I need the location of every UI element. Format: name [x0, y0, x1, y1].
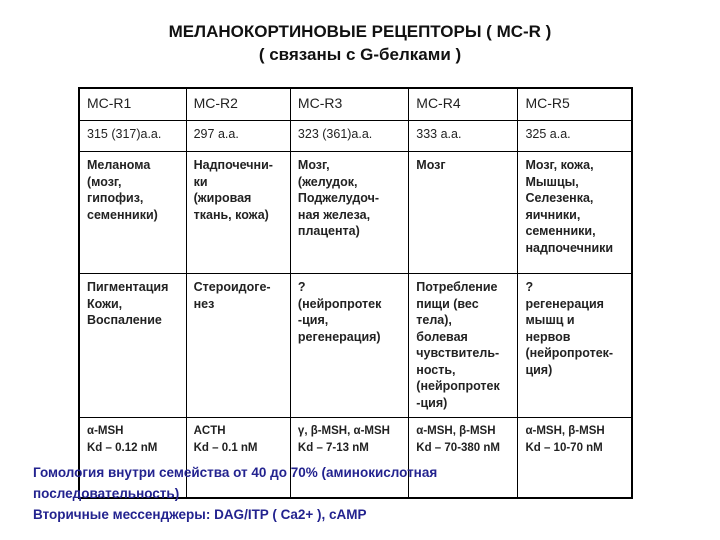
- title-line-2: ( связаны с G-белками ): [258, 45, 462, 64]
- table-cell: 325 a.a.: [518, 121, 632, 152]
- table-cell: Мозг, (желудок, Поджелудоч- ная железа, плацента): [290, 152, 408, 274]
- slide-title: [0, 20, 720, 66]
- table-cell: Меланома (мозг, гипофиз, семенники): [79, 152, 186, 274]
- table-cell: Надпочечни- ки (жировая ткань, кожа): [186, 152, 290, 274]
- footer-line-1: Гомология внутри семейства от 40 до 70% (аминокислотная: [33, 465, 438, 480]
- table-cell: α-MSH Kd – 0.12 nM: [79, 418, 186, 499]
- footer-line-3: Вторичные мессенджеры: DAG/ITP ( Ca2+ ), cAMP: [33, 507, 367, 522]
- table-row-location: [79, 152, 632, 274]
- table-cell: Мозг: [409, 152, 518, 274]
- footer-notes: [33, 462, 437, 525]
- table-row-length: [79, 121, 632, 152]
- footer-line-2: последовательность): [33, 486, 180, 501]
- table-row-function: [79, 274, 632, 418]
- table-cell: Пигментация Кожи, Воспаление: [79, 274, 186, 418]
- table-cell: Потребление пищи (вес тела), болевая чувствитель- ность, (нейропротек -ция): [409, 274, 518, 418]
- header-cell: MC-R2: [186, 88, 290, 121]
- title-line-1: МЕЛАНОКОРТИНОВЫЕ РЕЦЕПТОРЫ ( MC-R ): [168, 22, 552, 41]
- receptor-table: [78, 87, 633, 499]
- table-cell: 323 (361)a.a.: [290, 121, 408, 152]
- table-cell: Мозг, кожа, Мышцы, Селезенка, яичники, семенники, надпочечники: [518, 152, 632, 274]
- table-cell: α-MSH, β-MSH Kd – 70-380 nM: [409, 418, 518, 499]
- table-cell: ? регенерация мышц и нервов (нейропротек- ция): [518, 274, 632, 418]
- header-cell: MC-R4: [409, 88, 518, 121]
- header-cell: MC-R3: [290, 88, 408, 121]
- table-cell: Стероидоге- нез: [186, 274, 290, 418]
- table-cell: 297 a.a.: [186, 121, 290, 152]
- table-cell: ACTH Kd – 0.1 nM: [186, 418, 290, 499]
- table-cell: 315 (317)a.a.: [79, 121, 186, 152]
- table-cell: α-MSH, β-MSH Kd – 10-70 nM: [518, 418, 632, 499]
- table-cell: γ, β-MSH, α-MSH Kd – 7-13 nM: [290, 418, 408, 499]
- table-cell: ? (нейропротек -ция, регенерация): [290, 274, 408, 418]
- header-cell: MC-R1: [79, 88, 186, 121]
- table-cell: 333 a.a.: [409, 121, 518, 152]
- table-header-row: [79, 88, 632, 121]
- header-cell: MC-R5: [518, 88, 632, 121]
